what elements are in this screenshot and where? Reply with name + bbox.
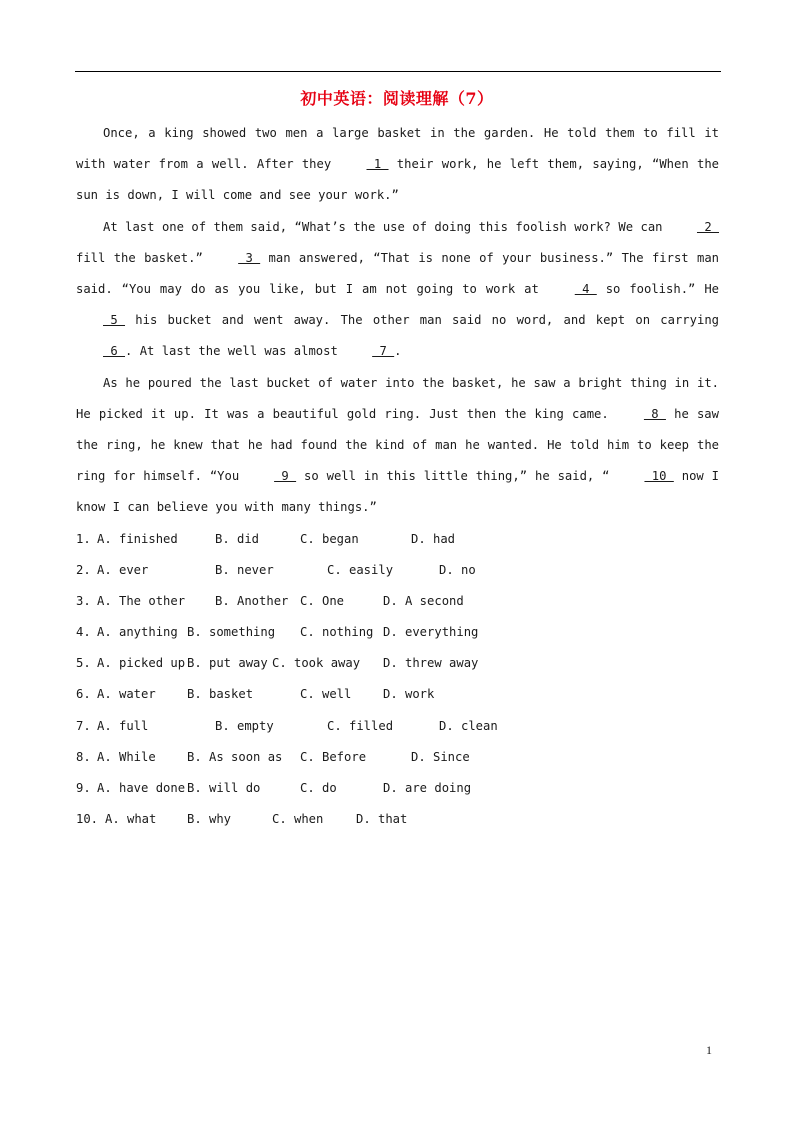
option-b: B. did	[215, 532, 260, 546]
option-d: D. threw away	[383, 656, 479, 671]
cloze-blank: 8	[643, 406, 666, 421]
option-d: D. Since	[411, 749, 470, 764]
question-number: 8.	[76, 749, 91, 764]
option-c: C. when	[272, 811, 324, 826]
question-row	[76, 586, 719, 617]
option-d: D. A second	[383, 594, 464, 609]
question-row	[76, 648, 719, 679]
option-c: C. well	[300, 687, 352, 702]
option-b: B. empty	[215, 718, 274, 733]
option-c: C. easily	[327, 563, 394, 578]
question-row	[76, 555, 719, 586]
page-number: 1	[706, 1043, 712, 1057]
option-c: C. began	[300, 532, 359, 546]
cloze-blank: 1	[366, 157, 389, 172]
question-number: 4.	[76, 625, 91, 640]
option-a: A. The other	[97, 594, 186, 609]
passage-text: Once, a king showed two men a large basket in the garden. He told them to fill it with water from a well. After they	[76, 126, 719, 172]
question-row	[76, 679, 719, 710]
question-number: 10.	[76, 811, 99, 826]
option-c: C. nothing	[300, 625, 374, 640]
option-a: A. what	[105, 811, 157, 826]
passage-text: . At last the well was almost	[125, 344, 346, 359]
question-number: 6.	[76, 687, 91, 702]
passage-text: At last one of them said, “What’s the use of doing this foolish work? We can	[103, 219, 670, 234]
passage-paragraph	[76, 368, 719, 524]
option-d: D. had	[411, 532, 456, 546]
question-number: 3.	[76, 594, 91, 609]
cloze-blank: 5	[103, 313, 126, 328]
header-rule	[75, 71, 721, 72]
option-c: C. took away	[272, 656, 361, 671]
option-b: B. why	[187, 811, 232, 826]
question-row	[76, 524, 719, 555]
option-a: A. full	[97, 718, 149, 733]
option-b: B. basket	[187, 687, 254, 702]
option-c: C. do	[300, 780, 337, 795]
passage-paragraph	[76, 212, 719, 368]
option-a: A. water	[97, 687, 156, 702]
cloze-blank: 7	[372, 344, 395, 359]
option-b: B. something	[187, 625, 276, 640]
passage-text: so well in this little thing,” he said, “	[296, 469, 618, 484]
option-a: A. finished	[97, 532, 178, 546]
option-b: B. will do	[187, 780, 261, 795]
option-d: D. clean	[439, 718, 498, 733]
passage-text: their work, he left them, saying, “When the sun is down, I will come and see your work.”	[76, 157, 719, 203]
passage-text: so foolish.” He	[596, 282, 719, 297]
option-a: A. ever	[97, 563, 149, 578]
option-a: A. While	[97, 749, 156, 764]
cloze-blank: 2	[696, 219, 719, 234]
cloze-blank: 3	[238, 250, 261, 265]
option-d: D. that	[356, 811, 408, 826]
option-d: D. are doing	[383, 780, 472, 795]
reading-passage	[76, 118, 719, 524]
question-number: 7.	[76, 718, 91, 733]
question-number: 1.	[76, 532, 91, 546]
cloze-blank: 4	[574, 282, 597, 297]
passage-text: he saw the ring, he knew that he had found the kind of man he wanted. He told him to keep the ring for himself. “You	[76, 406, 719, 484]
option-b: B. As soon as	[187, 749, 283, 764]
passage-text: man answered, “That is none of your business.” The first man said. “You may do as you like, but I am not going to work at	[76, 250, 720, 297]
option-d: D. work	[383, 687, 435, 702]
option-d: D. everything	[383, 625, 479, 640]
question-row	[76, 773, 719, 804]
passage-text: now I know I can believe you with many things.”	[76, 469, 720, 515]
cloze-blank: 10	[644, 469, 674, 484]
option-a: A. anything	[97, 625, 178, 640]
option-b: B. never	[215, 563, 274, 578]
option-c: C. One	[300, 594, 345, 609]
option-d: D. no	[439, 563, 476, 578]
question-list	[76, 524, 719, 835]
option-b: B. put away	[187, 656, 268, 671]
question-number: 9.	[76, 780, 91, 795]
cloze-blank: 6	[103, 344, 126, 359]
question-row	[76, 804, 719, 835]
question-number: 2.	[76, 563, 91, 578]
question-row	[76, 617, 719, 648]
passage-paragraph	[76, 118, 719, 212]
question-number: 5.	[76, 656, 91, 671]
option-a: A. have done	[97, 780, 186, 795]
passage-text: fill the basket.”	[76, 250, 212, 265]
option-a: A. picked up	[97, 656, 186, 671]
option-c: C. filled	[327, 718, 394, 733]
passage-text: As he poured the last bucket of water into the basket, he saw a bright thing in it. He picked it up. It was a beautiful gold ring. Just then the king came.	[76, 375, 719, 421]
passage-text: his bucket and went away. The other man said no word, and kept on carrying	[125, 313, 719, 328]
option-b: B. Another	[215, 594, 289, 609]
question-row	[76, 742, 719, 773]
option-c: C. Before	[300, 749, 367, 764]
page-title: 初中英语：阅读理解（7）	[300, 89, 494, 108]
passage-text: .	[394, 344, 402, 359]
question-row	[76, 711, 719, 742]
cloze-blank: 9	[274, 469, 297, 484]
